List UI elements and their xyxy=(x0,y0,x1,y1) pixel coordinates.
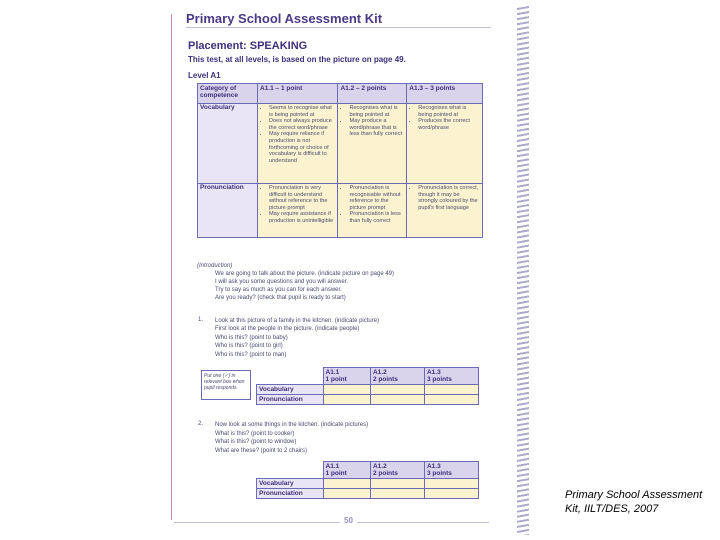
image-caption: Primary School Assessment Kit, IILT/DES, 2007 xyxy=(565,489,703,515)
intro-line: Try to say as much as you can for each answer. xyxy=(215,287,342,293)
score-points: 3 points xyxy=(426,376,452,383)
score-checkbox-a11[interactable] xyxy=(323,479,370,489)
score-checkbox-a12[interactable] xyxy=(370,479,424,489)
competence-row-vocabulary xyxy=(198,104,483,184)
vocab-a12-cell xyxy=(338,104,407,184)
descriptor: • Produces the correct word/phrase xyxy=(418,118,480,131)
score-header-a11 xyxy=(323,462,370,479)
category-vocabulary: Vocabulary xyxy=(198,104,258,184)
descriptor: • May require assistance if production is unintelligible xyxy=(269,211,335,224)
placement-heading: Placement: SPEAKING xyxy=(188,40,308,52)
score-table-1 xyxy=(256,367,479,405)
score-checkbox-a12[interactable] xyxy=(370,395,424,405)
pron-a11-cell xyxy=(258,184,338,238)
score-row-label: Pronunciation xyxy=(257,489,324,499)
score-header-row xyxy=(257,368,479,385)
descriptor: • Pronunciation is correct, though it may be strongly coloured by the pupil's first language xyxy=(418,185,480,211)
score-header-blank xyxy=(257,368,324,385)
score-level: A1.1 xyxy=(325,369,340,376)
book-spine-edge xyxy=(517,5,529,535)
descriptor: • May require reliance if production is not forthcoming or choice of vocabulary is difficult to understand xyxy=(269,131,335,164)
score-header-a12 xyxy=(370,368,424,385)
question-2-line: What is this? (point to cooker) xyxy=(215,431,295,437)
score-points: 1 point xyxy=(325,376,347,383)
question-1-line: First look at the people in the picture. (indicate people) xyxy=(215,326,360,332)
pron-a12-cell xyxy=(338,184,407,238)
descriptor: • Pronunciation is very difficult to understand without reference to the picture prompt xyxy=(269,185,335,211)
question-2-line: What are these? (point to 2 chairs) xyxy=(215,448,308,454)
intro-line: We are going to talk about the picture. (indicate picture on page 49) xyxy=(215,271,395,277)
descriptor: • Pronunciation is less than fully correct xyxy=(349,211,404,224)
score-points: 2 points xyxy=(372,470,398,477)
score-level: A1.2 xyxy=(372,463,387,470)
question-1-number: 1. xyxy=(198,317,204,323)
descriptor: • May produce a word/phrase that is less than fully correct xyxy=(349,118,404,138)
intro-line: Are you ready? (check that pupil is ready to start) xyxy=(215,295,346,301)
score-level: A1.1 xyxy=(325,463,340,470)
score-level: A1.2 xyxy=(372,369,387,376)
score-row-vocabulary xyxy=(257,385,479,395)
competence-table xyxy=(197,83,483,238)
score-checkbox-a13[interactable] xyxy=(424,385,478,395)
score-row-label: Vocabulary xyxy=(257,479,324,489)
question-1-line: Who is this? (point to baby) xyxy=(215,335,288,341)
score-row-label: Pronunciation xyxy=(257,395,324,405)
pron-a13-cell xyxy=(407,184,483,238)
score-header-row xyxy=(257,462,479,479)
score-header-blank xyxy=(257,462,324,479)
score-checkbox-a11[interactable] xyxy=(323,395,370,405)
descriptor: • Does not always produce the correct word/phrase xyxy=(269,118,335,131)
question-1-line: Who is this? (point to girl) xyxy=(215,343,283,349)
header-a12: A1.2 – 2 points xyxy=(338,84,407,104)
competence-row-pronunciation xyxy=(198,184,483,238)
score-level: A1.3 xyxy=(426,463,441,470)
page-number: 50 xyxy=(340,516,357,525)
score-checkbox-a11[interactable] xyxy=(323,489,370,499)
header-a11: A1.1 – 1 point xyxy=(258,84,338,104)
competence-header-row xyxy=(198,84,483,104)
score-row-vocabulary xyxy=(257,479,479,489)
question-1-line: Look at this picture of a family in the kitchen. (indicate picture) xyxy=(215,318,380,324)
score-header-a13 xyxy=(424,368,478,385)
header-a13: A1.3 – 3 points xyxy=(407,84,483,104)
score-header-a11 xyxy=(323,368,370,385)
header-category: Category of competence xyxy=(198,84,258,104)
intro-line: I will ask you some questions and you will answer. xyxy=(215,279,349,285)
descriptor: • Seems to recognise what is being pointed at xyxy=(269,105,335,118)
score-checkbox-a12[interactable] xyxy=(370,385,424,395)
vocab-a11-cell xyxy=(258,104,338,184)
score-row-pronunciation xyxy=(257,395,479,405)
score-checkbox-a12[interactable] xyxy=(370,489,424,499)
score-checkbox-a13[interactable] xyxy=(424,479,478,489)
introduction-label: (Introduction) xyxy=(197,263,233,269)
vocab-a13-cell xyxy=(407,104,483,184)
score-points: 2 points xyxy=(372,376,398,383)
level-label: Level A1 xyxy=(188,71,221,80)
score-checkbox-a13[interactable] xyxy=(424,489,478,499)
descriptor: • Recognises what is being pointed at xyxy=(418,105,480,118)
score-header-a12 xyxy=(370,462,424,479)
score-checkbox-a11[interactable] xyxy=(323,385,370,395)
question-2-number: 2. xyxy=(198,421,204,427)
question-2-line: Now look at some things in the kitchen. (indicate pictures) xyxy=(215,422,369,428)
score-points: 1 point xyxy=(325,470,347,477)
title-rule xyxy=(186,27,491,28)
descriptor: • Pronunciation is recognisable without reference to the picture prompt xyxy=(349,185,404,211)
score-header-a13 xyxy=(424,462,478,479)
score-level: A1.3 xyxy=(426,369,441,376)
scoring-note: Put one (✓) in relevant box when pupil responds. xyxy=(201,370,251,400)
placement-subtitle: This test, at all levels, is based on the picture on page 49. xyxy=(188,55,406,64)
score-checkbox-a13[interactable] xyxy=(424,395,478,405)
footer-rule xyxy=(174,522,489,523)
descriptor: • Recognises what is being pointed at xyxy=(349,105,404,118)
page-margin-line xyxy=(171,14,172,520)
score-row-label: Vocabulary xyxy=(257,385,324,395)
document-title: Primary School Assessment Kit xyxy=(186,11,383,26)
question-2-line: What is this? (point to window) xyxy=(215,439,297,445)
score-points: 3 points xyxy=(426,470,452,477)
score-table-2 xyxy=(256,461,479,499)
category-pronunciation: Pronunciation xyxy=(198,184,258,238)
score-row-pronunciation xyxy=(257,489,479,499)
question-1-line: Who is this? (point to man) xyxy=(215,352,287,358)
